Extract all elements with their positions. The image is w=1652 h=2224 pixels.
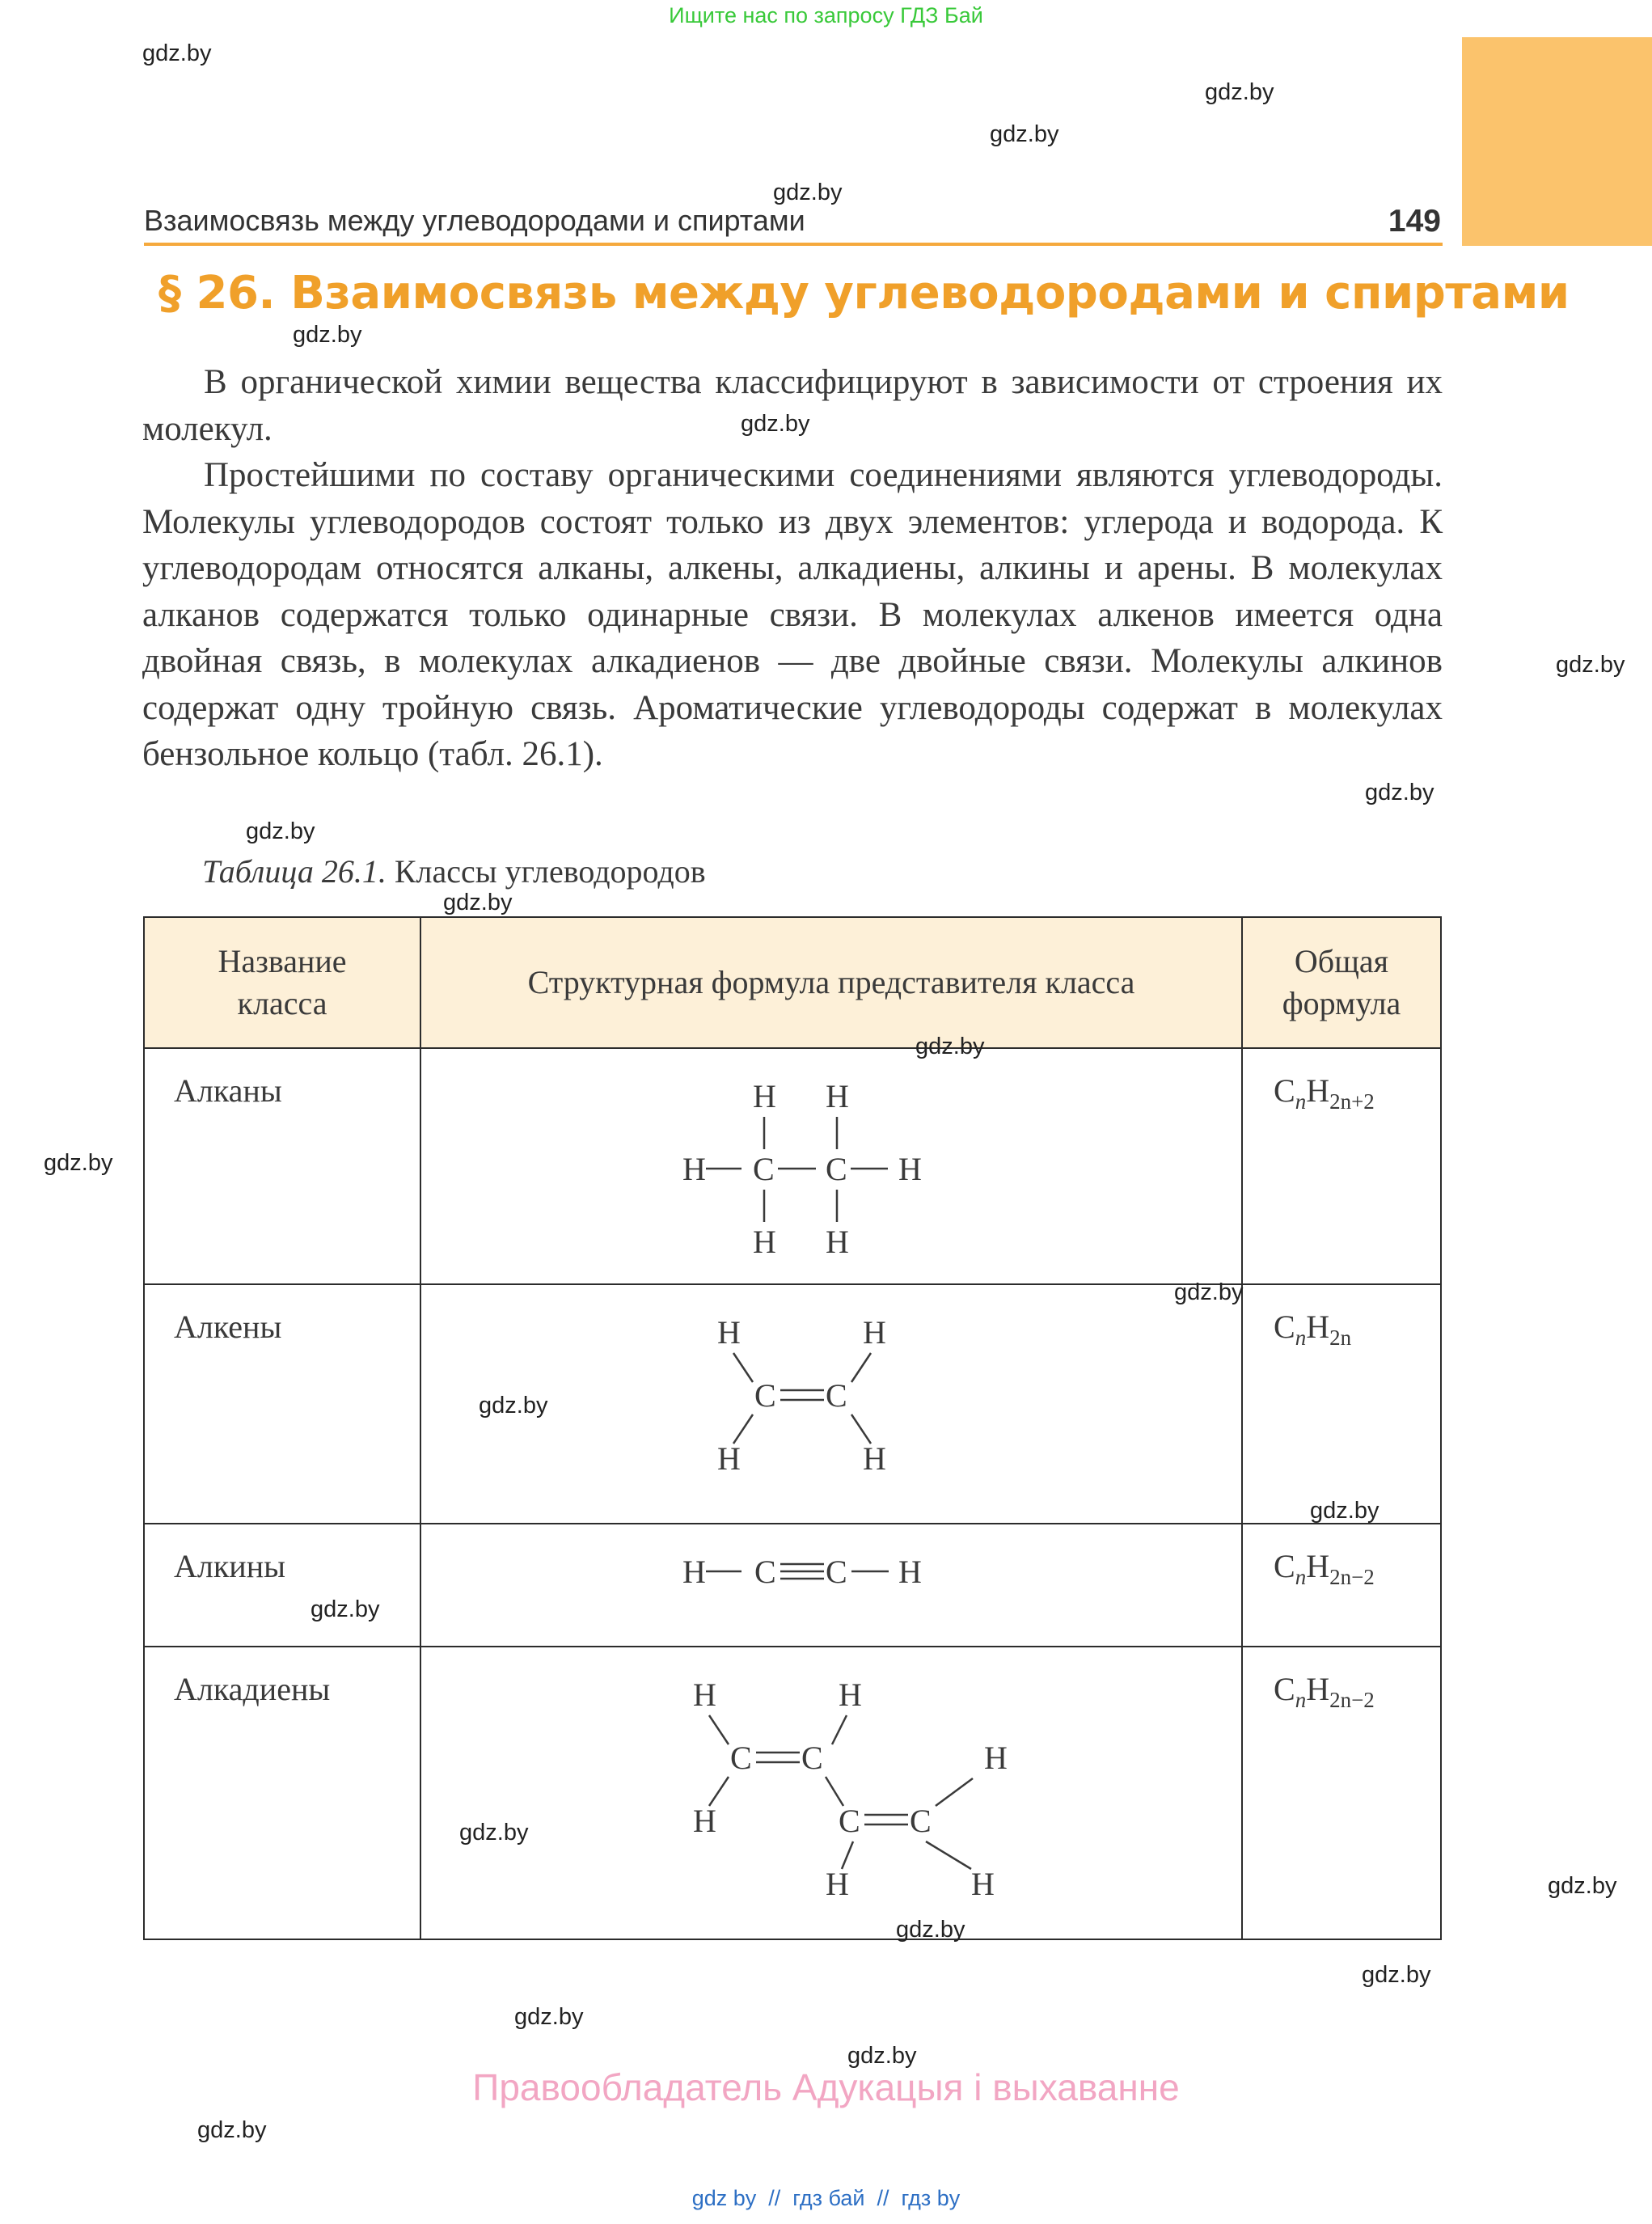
atom-h: H (717, 1314, 741, 1351)
caption-text: Классы углеводородов (386, 853, 706, 890)
general-formula-cell: $C_nH_{2n+2}$ (1242, 1048, 1441, 1284)
header-rule (144, 243, 1443, 246)
watermark: gdz.by (1174, 1279, 1244, 1305)
page-number: 149 (1388, 204, 1441, 239)
butadiene-structure (420, 1647, 1242, 1939)
class-name-cell: Алкадиены (144, 1647, 420, 1939)
general-formula-cell: $C_nH_{2n}$ (1242, 1284, 1441, 1524)
general-formula-cell: $C_nH_{2n-2}$ (1242, 1647, 1441, 1939)
ethyne-structural-formula (421, 1524, 1243, 1646)
watermark: gdz.by (773, 180, 843, 205)
watermark: gdz.by (990, 121, 1059, 147)
atom-c: C (754, 1554, 776, 1590)
bond-single (733, 1353, 753, 1382)
watermark: gdz.by (197, 2117, 267, 2143)
general-formula-cell: $C_nH_{2n-2}$ (1242, 1524, 1441, 1647)
atom-h: H (839, 1676, 862, 1713)
watermark: gdz.by (915, 1034, 985, 1059)
atom-h: H (682, 1151, 706, 1187)
watermark: gdz.by (1362, 1962, 1431, 1988)
copyright-notice: Правообладатель Адукацыя і выхаванне (472, 2066, 1180, 2108)
atom-c: C (826, 1377, 847, 1414)
table-row (144, 1284, 1441, 1524)
atom-h: H (693, 1803, 716, 1839)
caption-label: Таблица 26.1. (202, 853, 387, 890)
watermark: gdz.by (514, 2004, 584, 2030)
watermark: gdz.by (896, 1917, 965, 1943)
watermark: gdz.by (293, 322, 362, 348)
watermark: gdz.by (246, 818, 315, 844)
table-caption (202, 852, 706, 890)
bond-single (709, 1777, 729, 1806)
section-title: § 26. Взаимосвязь между углеводородами и спиртами (158, 267, 1570, 319)
atom-h: H (693, 1676, 716, 1713)
atom-c: C (826, 1554, 847, 1590)
atom-h: H (826, 1224, 849, 1260)
atom-c: C (753, 1151, 775, 1187)
side-tab (1462, 37, 1652, 246)
class-name-cell: Алканы (144, 1048, 420, 1284)
watermark: gdz.by (847, 2043, 917, 2069)
atom-h: H (826, 1866, 849, 1902)
table-header-row (144, 917, 1441, 1048)
bond-single (832, 1715, 847, 1744)
atom-c: C (754, 1377, 776, 1414)
footer-links[interactable]: gdz by // гдз бай // гдз by (691, 2186, 961, 2210)
atom-h: H (898, 1554, 922, 1590)
atom-h: H (682, 1554, 706, 1590)
bond-single (851, 1414, 871, 1444)
bond-single (826, 1777, 843, 1806)
atom-h: H (898, 1151, 922, 1187)
watermark: gdz.by (741, 411, 810, 437)
running-title: Взаимосвязь между углеводородами и спиртами (144, 204, 805, 237)
paragraph-2: Простейшими по составу органическими соединениями являются углеводороды. Молекулы углеводородов состоят только из двух элементов: углерода и водорода. К углеводородам относятся алканы, алкены, алкадиены, алкины и арены. В молекулах алканов содержатся только одинарные связи. В молекулах алкенов имеется одна двойная связь, в молекулах алкадиенов — две двойные связи. Молекулы алкинов содержат одну тройную связь. Ароматические углеводороды содержат в молекулах бензольное кольцо (табл. 26.1). (142, 456, 1443, 773)
atom-c: C (730, 1740, 752, 1776)
watermark: gdz.by (1548, 1873, 1617, 1899)
bond-single (709, 1715, 729, 1744)
atom-c: C (839, 1803, 860, 1839)
top-banner: Ищите нас по запросу ГДЗ Бай (669, 3, 983, 27)
class-name-cell: Алкены (144, 1284, 420, 1524)
atom-h: H (826, 1078, 849, 1114)
atom-h: H (971, 1866, 995, 1902)
bond-single (936, 1778, 973, 1806)
atom-h: H (863, 1440, 886, 1477)
table-row (144, 1048, 1441, 1284)
watermark: gdz.by (479, 1393, 548, 1419)
table-row (144, 1524, 1441, 1647)
watermark: gdz.by (459, 1820, 529, 1846)
watermark: gdz.by (1205, 79, 1274, 105)
atom-h: H (717, 1440, 741, 1477)
atom-h: H (863, 1314, 886, 1351)
bond-single (842, 1841, 853, 1869)
bond-single (851, 1353, 871, 1382)
watermark: gdz.by (44, 1150, 113, 1176)
watermark: gdz.by (1365, 780, 1434, 805)
class-name-cell: Алкины (144, 1524, 420, 1647)
watermark: gdz.by (311, 1596, 380, 1622)
bond-single (733, 1414, 753, 1444)
atom-h: H (984, 1740, 1008, 1776)
atom-c: C (826, 1151, 847, 1187)
header-class-name: Название класса (144, 917, 420, 1048)
watermark: gdz.by (1310, 1498, 1379, 1524)
watermark: gdz.by (142, 40, 212, 66)
ethane-structure (420, 1048, 1242, 1284)
atom-h: H (753, 1078, 776, 1114)
watermark: gdz.by (1556, 652, 1625, 678)
header-general-formula: Общая формула (1242, 917, 1441, 1048)
hydrocarbon-classes-table (143, 916, 1442, 1940)
watermark: gdz.by (443, 890, 513, 915)
table-row (144, 1647, 1441, 1939)
atom-c: C (910, 1803, 932, 1839)
atom-c: C (801, 1740, 823, 1776)
paragraph-1: В органической химии вещества классифицируют в зависимости от строения их молекул. (142, 363, 1443, 448)
bond-single (926, 1841, 971, 1869)
header-structure: Структурная формула представителя класса (420, 917, 1242, 1048)
atom-h: H (753, 1224, 776, 1260)
butadiene-structural-formula (421, 1647, 1243, 1939)
ethyne-structure (420, 1524, 1242, 1647)
ethane-structural-formula (421, 1049, 1243, 1283)
